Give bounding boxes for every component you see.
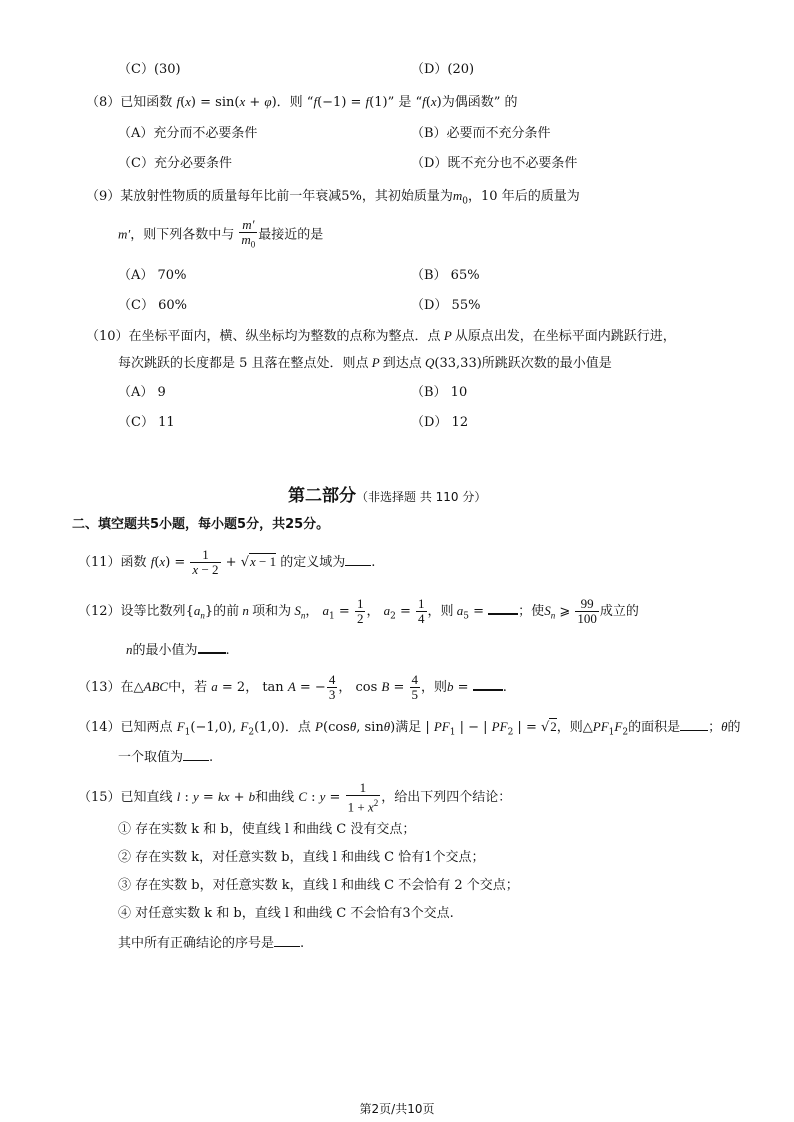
q12-line2: n的最小值为 . — [126, 639, 230, 660]
q9-stem: （9）某放射性物质的质量每年比前一年衰减5%，其初始质量为$m_0$，10 年后的质量为 — [86, 188, 580, 207]
q8-option-b: （B）必要而不充分条件 — [411, 126, 551, 141]
q14-line2: 一个取值为 . — [118, 747, 213, 767]
q15-tail: 其中所有正确结论的序号是 . — [118, 933, 304, 953]
question-number: （11） — [78, 555, 121, 570]
q15-statement-1: ① 存在实数 k 和 b，使直线 l 和曲线 C 没有交点； — [118, 822, 416, 837]
fraction: $\frac{1}{x - 2}$ — [192, 547, 219, 577]
q9-stem-line2: m′，则下列各数中与 $\frac{m'}{m_0}$ 最接近的是 — [118, 217, 324, 250]
answer-blank[interactable] — [473, 676, 503, 691]
question-number: （13） — [78, 680, 121, 695]
q14: （14）已知两点 $F_1(-1,0)$, $F_2(1,0)$．点 P(cosθ, sinθ)满足 | $PF_1$ | − | $PF_2$ | = √2，则$\triangle PF_1F_2$的面积是 ；θ的 — [78, 719, 741, 738]
q10-stem-line2: 每次跳跃的长度都是 5 且落在整点处．则点 P 到达点 Q(33,33)所跳跃次数的最小值是 — [118, 355, 612, 371]
fraction: $\frac{1}{2}$ — [356, 596, 364, 626]
q9-option-a: （A） 70% — [118, 268, 187, 283]
answer-blank[interactable] — [488, 600, 518, 615]
question-number: （14） — [78, 720, 121, 735]
fraction: $\frac{99}{100}$ — [577, 596, 597, 626]
q13: （13）在△ABC中，若 a = 2， tan A = − $\frac{4}{3}$ ， cos B = $\frac{4}{5}$ ，则b = . — [78, 672, 507, 702]
fraction: $\frac{4}{5}$ — [411, 672, 418, 702]
q15-statement-3: ③ 存在实数 b，对任意实数 k，直线 l 和曲线 C 不会恰有 2 个交点； — [118, 878, 519, 893]
question-number: （8） — [86, 95, 121, 110]
fraction: $\frac{1}{1 + x^2}$ — [347, 780, 379, 815]
q15-statement-4: ④ 对任意实数 k 和 b，直线 l 和曲线 C 不会恰有3个交点. — [118, 906, 454, 921]
fraction: $\frac{1}{4}$ — [418, 596, 425, 626]
page-number: 第2页/共10页 — [359, 1102, 435, 1116]
fraction: $\frac{m'}{m_0}$ — [241, 217, 256, 250]
answer-blank[interactable] — [198, 639, 226, 654]
answer-blank[interactable] — [183, 747, 209, 761]
q15: （15）已知直线 l : y = kx + b和曲线 C : y = $\frac{1}{1 + x^2}$ ，给出下列四个结论： — [78, 780, 512, 815]
part-subtitle: （非选择题 共 110 分） — [356, 490, 487, 504]
q11: （11）函数 f(x) = $\frac{1}{x - 2}$ + √x − 1 的定义域为 . — [78, 547, 376, 577]
question-number: （12） — [78, 604, 121, 619]
q9-option-b: （B） 65% — [411, 268, 480, 283]
q9-option-c: （C） 60% — [118, 298, 187, 313]
q10-option-c: （C） 11 — [118, 415, 175, 430]
question-number: （10） — [86, 329, 129, 344]
question-number: （9） — [86, 189, 121, 204]
q9-option-d: （D） 55% — [411, 298, 481, 313]
q8-option-a: （A）充分而不必要条件 — [118, 126, 258, 141]
q8-option-c: （C）充分必要条件 — [118, 156, 232, 171]
section-header: 二、填空题共5小题，每小题5分，共25分。 — [72, 517, 330, 532]
part-heading — [288, 484, 486, 510]
q10-option-a: （A） 9 — [118, 385, 166, 400]
q15-statement-2: ② 存在实数 k，对任意实数 b，直线 l 和曲线 C 恰有1个交点； — [118, 850, 485, 865]
q10-stem: （10）在坐标平面内，横、纵坐标均为整数的点称为整点．点 P 从原点出发，在坐标平面内跳跃行进， — [86, 328, 676, 344]
q8-stem: （8）已知函数 f(x) = sin(x + φ)．则 “f(−1) = f(1)” 是 “f(x)为偶函数” 的 — [86, 94, 518, 110]
q7-option-c: （C）(30) — [118, 62, 181, 77]
q10-option-d: （D） 12 — [411, 415, 469, 430]
q12: （12）设等比数列$\{a_n\}$的前 n 项和为 $S_n$， $a_1$ = $\frac{1}{2}$ ， $a_2$ = $\frac{1}{4}$ ，则 $a_5$ = ；使$S_n$ ⩾ $\frac{99}{100}$ 成立的 — [78, 596, 639, 626]
math-expr: f — [176, 94, 181, 109]
answer-blank[interactable] — [345, 552, 371, 566]
fraction: $\frac{4}{3}$ — [328, 672, 336, 702]
question-number: （15） — [78, 790, 121, 806]
q7-option-d: （D）(20) — [411, 62, 475, 77]
answer-blank[interactable] — [274, 933, 300, 947]
answer-blank[interactable] — [680, 717, 708, 731]
q10-option-b: （B） 10 — [411, 385, 468, 400]
q8-option-d: （D）既不充分也不必要条件 — [411, 156, 578, 171]
part-title: 第二部分 — [288, 486, 356, 506]
